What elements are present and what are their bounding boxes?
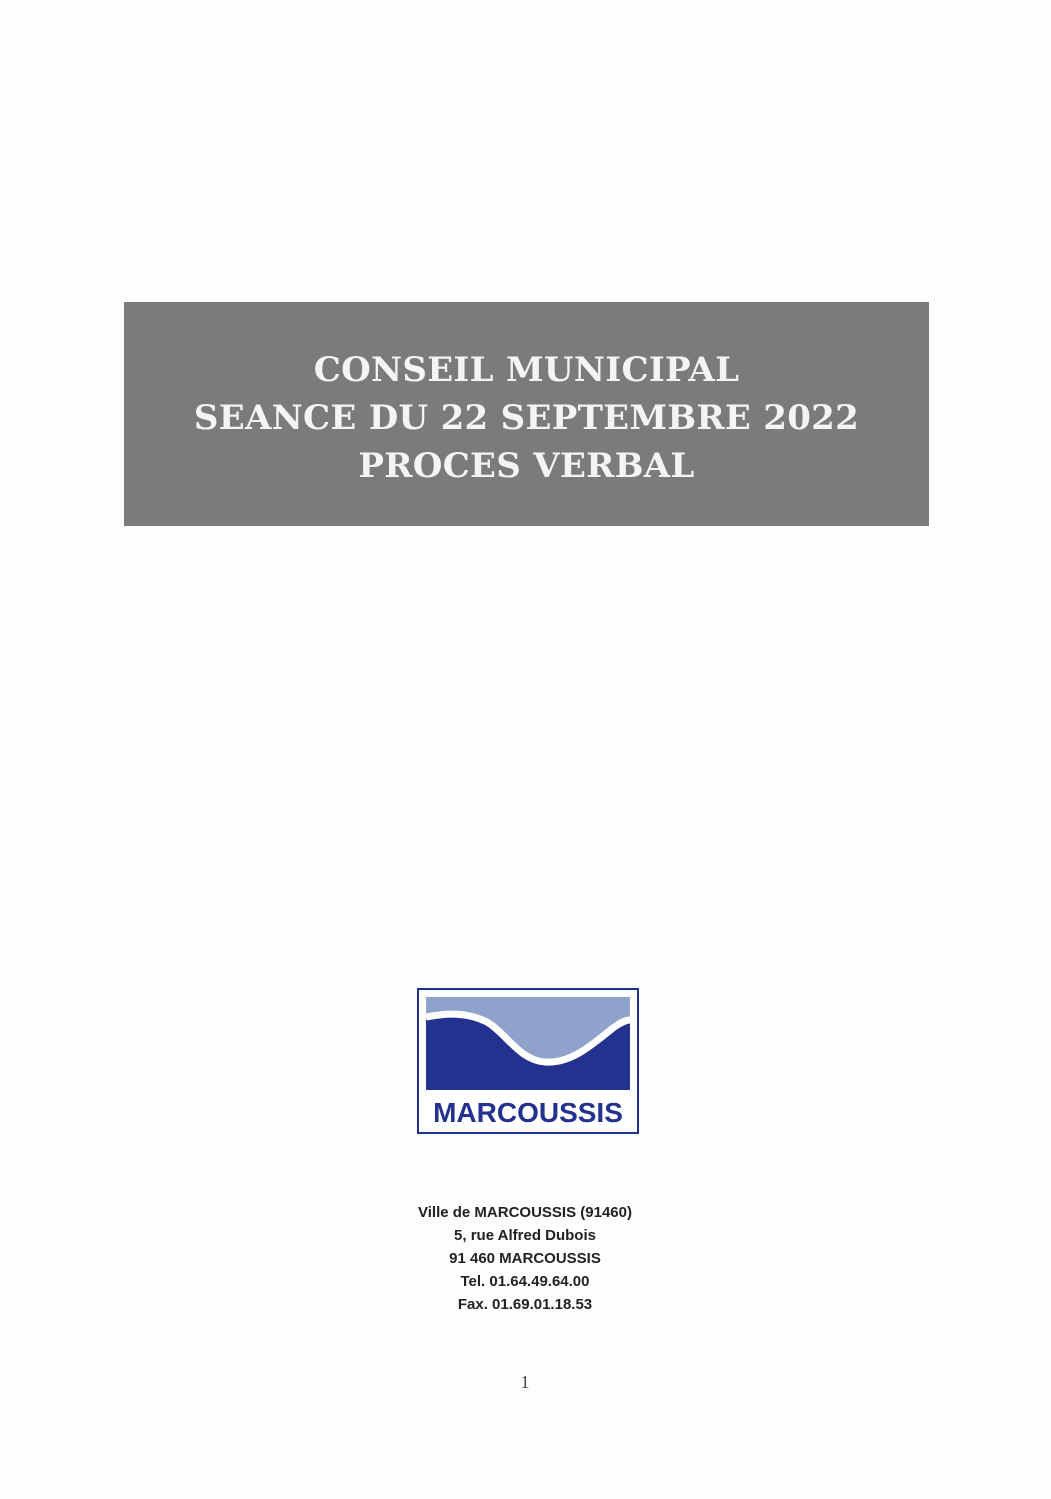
marcoussis-logo-graphic	[417, 988, 639, 1134]
address-street: 5, rue Alfred Dubois	[454, 1227, 596, 1244]
title-line-session-date: SEANCE DU 22 SEPTEMBRE 2022	[193, 398, 860, 438]
address-phone: Tel. 01.64.49.64.00	[460, 1273, 590, 1290]
address-block	[325, 1201, 725, 1316]
title-line-minutes: PROCES VERBAL	[358, 446, 695, 486]
address-postcode: 91 460 MARCOUSSIS	[449, 1250, 601, 1267]
title-line-council: CONSEIL MUNICIPAL	[313, 350, 740, 390]
address-town: Ville de MARCOUSSIS (91460)	[418, 1204, 632, 1221]
page-number: 1	[520, 1372, 530, 1392]
title-banner	[124, 302, 929, 526]
logo-wordmark: MARCOUSSIS	[433, 1097, 623, 1128]
marcoussis-logo	[417, 988, 639, 1134]
address-fax: Fax. 01.69.01.18.53	[457, 1296, 593, 1313]
